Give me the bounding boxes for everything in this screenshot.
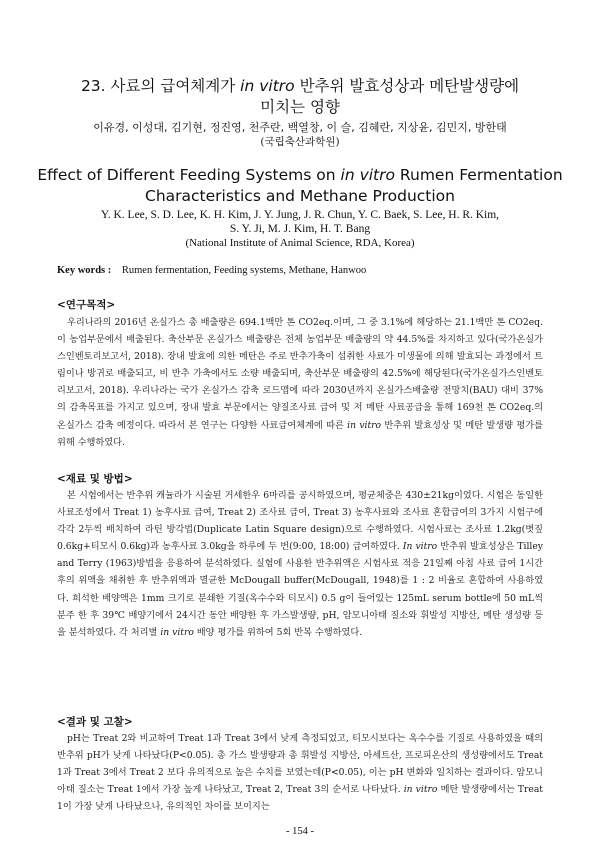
keywords-text: Rumen fermentation, Feeding systems, Methane, Hanwoo (121, 265, 367, 276)
korean-title-line-1: 23. 사료의 급여체계가 in vitro 반추위 발효성상과 메탄발생량에 (80, 77, 520, 95)
korean-institution: (국립축산과학원) (260, 136, 340, 148)
korean-authors: 이유경, 이성대, 김기현, 정진영, 천주란, 백열창, 이 슬, 김혜란, 지상윤, 김민지, 방한태 (93, 121, 507, 134)
english-institution: (National Institute of Animal Science, RDA, Korea) (185, 237, 415, 249)
results-paragraph: pH는 Treat 2와 비교하여 Treat 1과 Treat 3에서 낮게 측정되었고, 티모시보다는 옥수수를 기질로 사용하였을 때의 반추위 pH가 낮게 나타났다(P<0.05). 총 가스 발생량과 총 휘발성 지방산, 아세트산, 프로피온산의 생성량에서도 Treat 1과 Treat 3에서 Treat 2 보다 유의적으로 높은 수치를 보였는데(P<0.05), 이는 pH 변화와 일치하는 결과이다. 암모니아태 질소는 Treat 1에서 가장 높게 나타났고, Treat 2, Treat 3의 순서로 나타났다. in vitro 메탄 발생량에서는 Treat 1이 가장 낮게 나타났으나, 유의적인 차이를 보이지는 (57, 733, 543, 813)
page-number: - 154 - (286, 826, 314, 837)
english-authors-line-2: S. Y. Ji, M. J. Kim, H. T. Bang (229, 223, 371, 235)
english-title-line-2: Characteristics and Methane Production (145, 187, 455, 205)
english-authors-line-1: Y. K. Lee, S. D. Lee, K. H. Kim, J. Y. Jung, J. R. Chun, Y. C. Baek, S. Lee, H. R. Kim, (100, 209, 500, 221)
results-heading: <결과 및 고찰> (57, 716, 133, 728)
purpose-paragraph: 우리나라의 2016년 온실가스 총 배출량은 694.1백만 톤 CO2eq.이며, 그 중 3.1%에 해당하는 21.1백만 톤 CO2eq.이 농업부문에서 배출된다. 축산부문 온실가스 배출량은 전체 농업부문 배출량의 약 44.5%를 차지하고 있다(국가온실가스인벤토리보고서, 2018). 장내 발효에 의한 메탄은 주로 반추가축이 섭취한 사료가 미생물에 의해 발효되는 과정에서 트림이나 방귀로 배출되고, 비 반추 가축에서도 소량 배출되며, 축산부문 배출량의 42.5%에 해당된다(국가온실가스인벤토리보고서, 2018). 우리나라는 국가 온실가스 감축 로드맵에 따라 2030년까지 온실가스배출량 전망치(BAU) 대비 37%의 감축목표를 가지고 있으며, 장내 발효 부문에서는 양질조사료 급여 및 저 메탄 사료공급을 통해 169천 톤 CO2eq.의 온실가스 감축 예정이다. 따라서 본 연구는 다양한 사료급여체계에 따른 in vitro 반추위 발효성상 및 메탄 발생량 평가를 위해 수행하였다. (57, 317, 543, 448)
keywords-label: Key words : (57, 265, 112, 276)
english-title-line-1: Effect of Different Feeding Systems on in vitro Rumen Fermentation (37, 166, 563, 184)
keywords (57, 265, 557, 276)
purpose-heading: <연구목적> (57, 299, 116, 311)
methods-paragraph: 본 시험에서는 반추위 캐뉼라가 시술된 거세한우 6마리를 공시하였으며, 평균체중은 430±21kg이었다. 시험은 동일한 사료조성에서 Treat 1) 농후사료 급여, Treat 2) 조사료 급여, Treat 3) 농후사료와 조사료 혼합급여의 3가지 시험구에 각각 2두씩 배치하여 라틴 방각법(Duplicate Latin Square design)으로 수행하였다. 시험사료는 조사료 1.2kg(볏짚 0.6kg+티모시 0.6kg)과 농후사료 3.0kg을 하루에 두 번(9:00, 18:00) 급여하였다. In vitro 반추위 발효성상은 Tilley and Terry (1963)방법을 응용하여 분석하였다. 실험에 사용한 반추위액은 시험사료 적응 21일째 아침 사료 급여 1시간 후의 위액을 채취한 후 반추위액과 멸균한 McDougall buffer(McDougall, 1948)를 1 : 2 비율로 혼합하여 사용하였다. 희석한 배양액은 1mm 크기로 분쇄한 기질(옥수수와 티모시) 0.5 g이 들어있는 125mL serum bottle에 50 mL씩 분주 한 후 39℃ 배양기에서 24시간 동안 배양한 후 가스발생량, pH, 암모니아태 질소와 휘발성 지방산, 메탄 생성량 등을 분석하였다. 각 처리별 in vitro 배양 평가를 위하여 5회 반복 수행하였다. (57, 490, 543, 638)
korean-title-line-2: 미치는 영향 (260, 98, 340, 116)
methods-heading: <재료 및 방법> (57, 473, 133, 485)
